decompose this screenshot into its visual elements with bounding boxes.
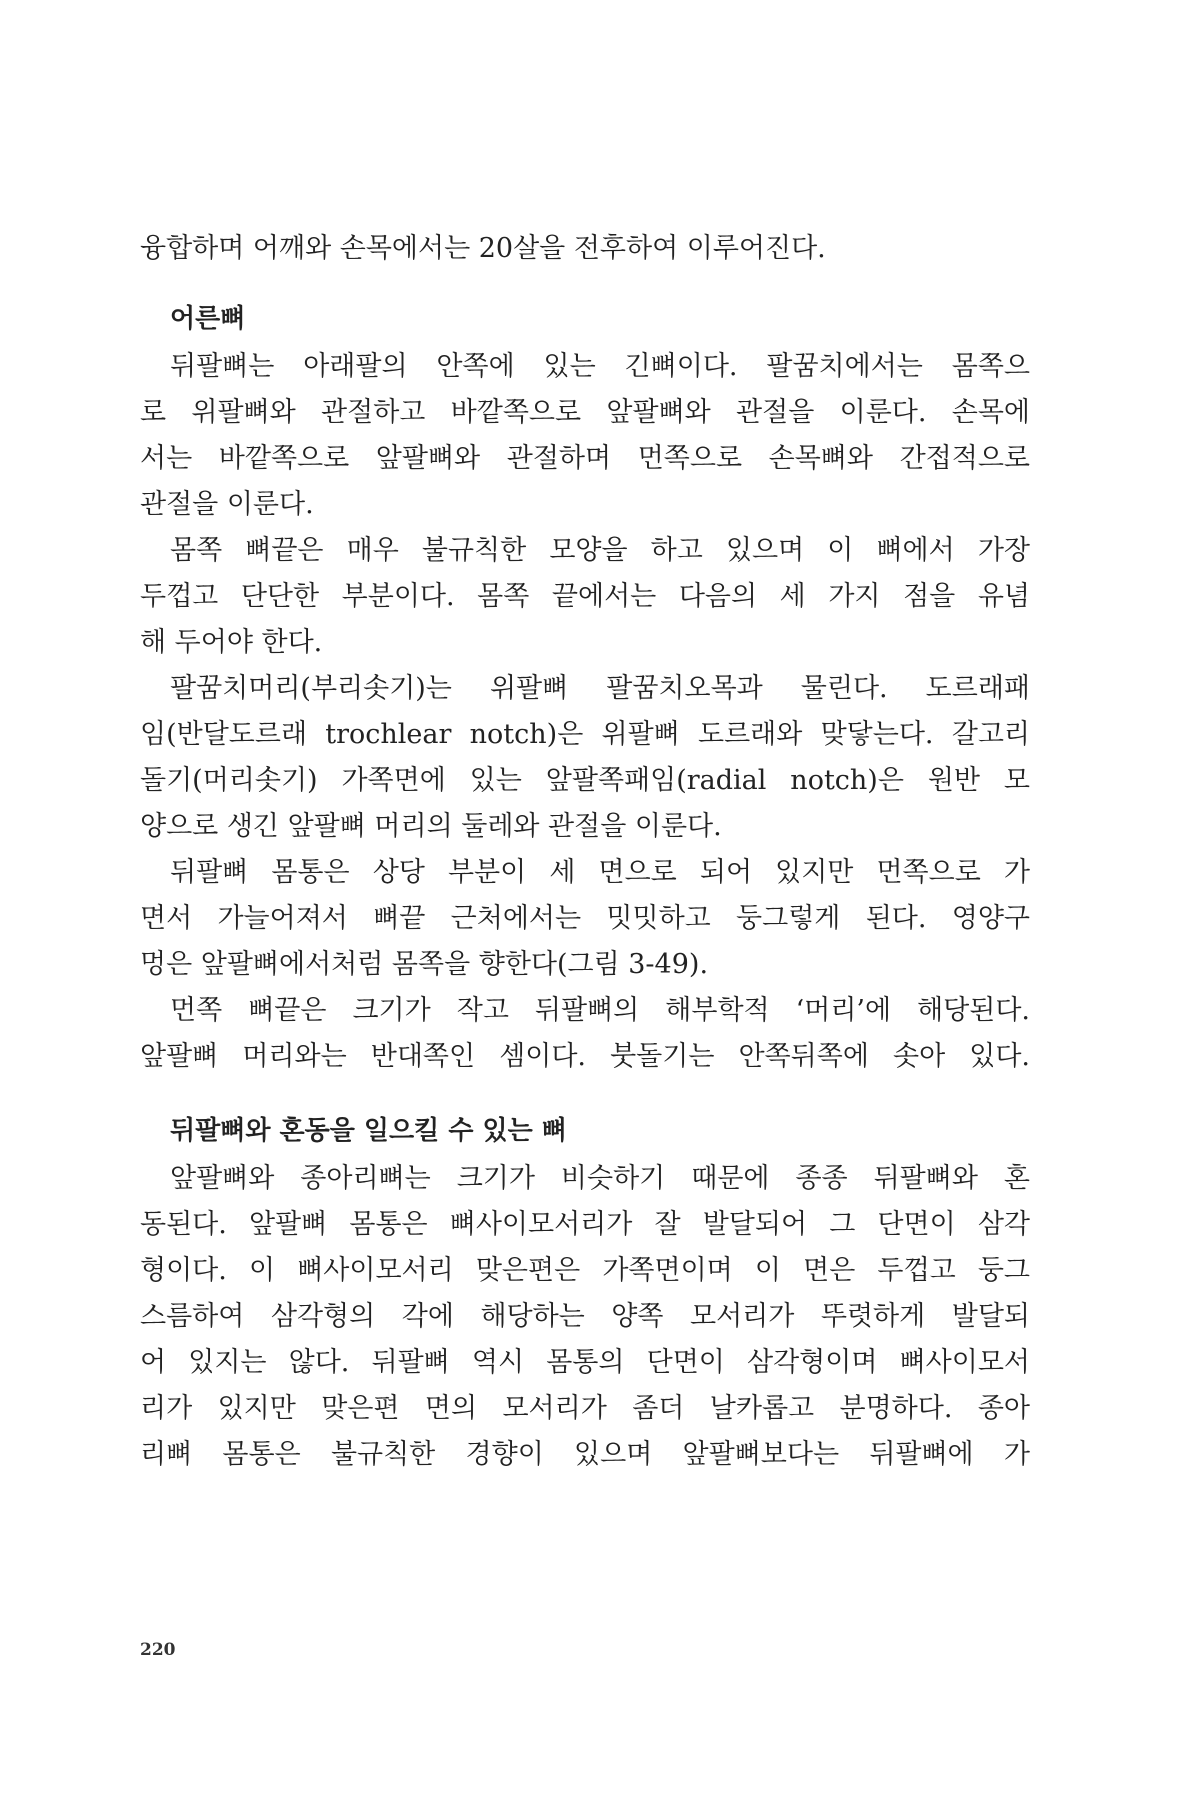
text-line: 융합하며 어깨와 손목에서는 20살을 전후하여 이루어진다. xyxy=(140,233,826,264)
text-line: 뒤팔뼈 몸통은 상당 부분이 세 면으로 되어 있지만 먼쪽으로 가 xyxy=(170,857,1030,888)
text-line: 팔꿈치머리(부리솟기)는 위팔뼈 팔꿈치오목과 물린다. 도르래패 xyxy=(170,673,1030,704)
text-line: 앞팔뼈 머리와는 반대쪽인 셈이다. 붓돌기는 안쪽뒤쪽에 솟아 있다. xyxy=(140,1041,1030,1072)
text-line: 동된다. 앞팔뼈 몸통은 뼈사이모서리가 잘 발달되어 그 단면이 삼각 xyxy=(140,1209,1030,1240)
page-number: 220 xyxy=(140,1640,176,1660)
text-line: 리가 있지만 맞은편 면의 모서리가 좀더 날카롭고 분명하다. 종아 xyxy=(140,1393,1030,1424)
text-line: 로 위팔뼈와 관절하고 바깥쪽으로 앞팔뼈와 관절을 이룬다. 손목에 xyxy=(140,397,1030,428)
text-line: 리뼈 몸통은 불규칙한 경향이 있으며 앞팔뼈보다는 뒤팔뼈에 가 xyxy=(140,1439,1030,1470)
text-line: 서는 바깥쪽으로 앞팔뼈와 관절하며 먼쪽으로 손목뼈와 간접적으로 xyxy=(140,443,1030,474)
text-line: 앞팔뼈와 종아리뼈는 크기가 비슷하기 때문에 종종 뒤팔뼈와 혼 xyxy=(170,1163,1030,1194)
text-line: 멍은 앞팔뼈에서처럼 몸쪽을 향한다(그림 3-49). xyxy=(140,949,709,980)
text-line: 형이다. 이 뼈사이모서리 맞은편은 가쪽면이며 이 면은 두껍고 둥그 xyxy=(140,1255,1030,1286)
text-line: 면서 가늘어져서 뼈끝 근처에서는 밋밋하고 둥그렇게 된다. 영양구 xyxy=(140,903,1030,934)
section-heading-adult-bone: 어른뼈 xyxy=(170,304,246,334)
text-line: 먼쪽 뼈끝은 크기가 작고 뒤팔뼈의 해부학적 ‘머리’에 해당된다. xyxy=(170,995,1030,1026)
text-line: 두껍고 단단한 부분이다. 몸쪽 끝에서는 다음의 세 가지 점을 유념 xyxy=(140,581,1030,612)
text-line: 몸쪽 뼈끝은 매우 불규칙한 모양을 하고 있으며 이 뼈에서 가장 xyxy=(170,535,1030,566)
text-line: 양으로 생긴 앞팔뼈 머리의 둘레와 관절을 이룬다. xyxy=(140,811,722,842)
text-line: 해 두어야 한다. xyxy=(140,627,323,658)
text-line: 임(반달도르래 trochlear notch)은 위팔뼈 도르래와 맞닿는다. 갈고리 xyxy=(140,719,1030,750)
text-line: 어 있지는 않다. 뒤팔뼈 역시 몸통의 단면이 삼각형이며 뼈사이모서 xyxy=(140,1347,1030,1378)
text-line: 스름하여 삼각형의 각에 해당하는 양쪽 모서리가 뚜렷하게 발달되 xyxy=(140,1301,1030,1332)
text-line: 뒤팔뼈는 아래팔의 안쪽에 있는 긴뼈이다. 팔꿈치에서는 몸쪽으 xyxy=(170,351,1030,382)
text-line: 관절을 이룬다. xyxy=(140,489,314,520)
text-line: 돌기(머리솟기) 가쪽면에 있는 앞팔쪽패임(radial notch)은 원반 모 xyxy=(140,765,1030,796)
section-heading-confusable-bones: 뒤팔뼈와 혼동을 일으킬 수 있는 뼈 xyxy=(170,1116,567,1146)
